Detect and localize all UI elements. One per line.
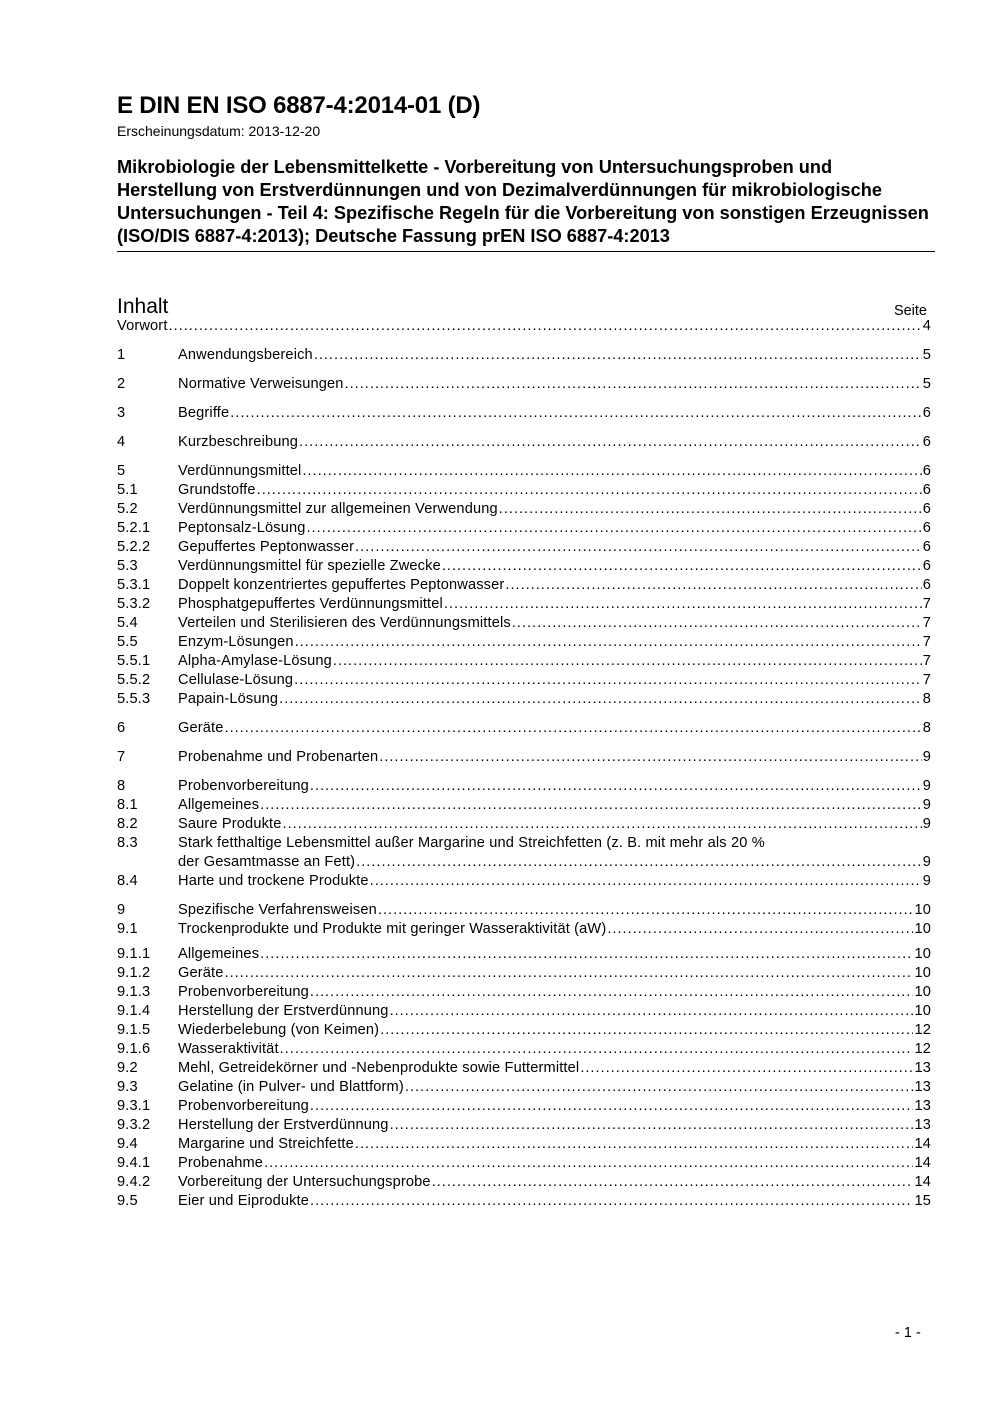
toc-entry-title: Trockenprodukte und Produkte mit geringer Wasseraktivität (aW) bbox=[178, 921, 607, 937]
toc-entry[interactable] bbox=[117, 1097, 931, 1116]
toc-entry-number: 5.5.3 bbox=[117, 691, 151, 707]
document-page bbox=[117, 92, 935, 1220]
toc-entry[interactable] bbox=[117, 346, 931, 365]
toc-entry-title: Probenvorbereitung bbox=[178, 984, 309, 1000]
toc-entry-number: 9.1.3 bbox=[117, 984, 151, 1000]
toc-entry-page: 10 bbox=[914, 984, 931, 1000]
toc-entry[interactable] bbox=[117, 462, 931, 481]
toc-leader-dots bbox=[356, 853, 922, 872]
toc-leader-dots bbox=[607, 920, 913, 939]
toc-entry[interactable] bbox=[117, 652, 931, 671]
toc-entry[interactable] bbox=[117, 375, 931, 394]
toc-entry-title: Margarine und Streichfette bbox=[178, 1136, 354, 1152]
toc-leader-dots bbox=[307, 519, 922, 538]
toc-entry-page: 13 bbox=[914, 1060, 931, 1076]
toc-leader-dots bbox=[260, 945, 913, 964]
toc-entry[interactable] bbox=[117, 500, 931, 519]
toc-leader-dots bbox=[310, 777, 922, 796]
toc-entry[interactable] bbox=[117, 671, 931, 690]
toc-entry[interactable] bbox=[117, 576, 931, 595]
toc-entry[interactable] bbox=[117, 834, 931, 872]
toc-entry-number: 8.2 bbox=[117, 816, 138, 832]
toc-entry[interactable] bbox=[117, 983, 931, 1002]
toc-entry-title: Allgemeines bbox=[178, 797, 260, 813]
toc-leader-dots bbox=[310, 1097, 914, 1116]
toc-heading: Inhalt bbox=[117, 295, 169, 318]
toc-entry-number: 5.3 bbox=[117, 558, 138, 574]
toc-entry-number: 7 bbox=[117, 749, 126, 765]
toc-leader-dots bbox=[379, 748, 921, 767]
toc-leader-dots bbox=[302, 462, 921, 481]
toc-entry-page: 13 bbox=[914, 1098, 931, 1114]
toc-leader-dots bbox=[310, 983, 914, 1002]
toc-entry-title: Doppelt konzentriertes gepuffertes Peptonwasser bbox=[178, 577, 505, 593]
toc-entry-page: 9 bbox=[922, 854, 931, 870]
toc-entry-title: Vorwort bbox=[117, 318, 168, 334]
toc-leader-dots bbox=[390, 1002, 914, 1021]
toc-entry[interactable] bbox=[117, 945, 931, 964]
toc-entry-number: 5.4 bbox=[117, 615, 138, 631]
toc-entry-page: 6 bbox=[922, 434, 931, 450]
toc-entry-title: Phosphatgepuffertes Verdünnungsmittel bbox=[178, 596, 443, 612]
toc-entry-page: 7 bbox=[922, 596, 931, 612]
toc-leader-dots bbox=[225, 964, 914, 983]
toc-entry-number: 9.3.1 bbox=[117, 1098, 151, 1114]
toc-entry[interactable] bbox=[117, 1116, 931, 1135]
toc-entry-page: 6 bbox=[922, 558, 931, 574]
toc-entry-page: 10 bbox=[914, 946, 931, 962]
toc-entry-title: Allgemeines bbox=[178, 946, 260, 962]
toc-entry-number: 9.1.2 bbox=[117, 965, 151, 981]
toc-entry-page: 5 bbox=[922, 347, 931, 363]
toc-leader-dots bbox=[299, 433, 922, 452]
toc-entry-page: 6 bbox=[922, 501, 931, 517]
toc-entry[interactable] bbox=[117, 557, 931, 576]
toc-entry-number: 5.3.2 bbox=[117, 596, 151, 612]
toc-leader-dots bbox=[295, 633, 922, 652]
toc-leader-dots bbox=[505, 576, 921, 595]
toc-entry-title: Harte und trockene Produkte bbox=[178, 873, 369, 889]
toc-entry-title: Vorbereitung der Untersuchungsprobe bbox=[178, 1174, 431, 1190]
toc-entry[interactable] bbox=[117, 317, 931, 336]
toc-leader-dots bbox=[230, 404, 921, 423]
toc-entry-number: 8.4 bbox=[117, 873, 138, 889]
toc-entry[interactable] bbox=[117, 964, 931, 983]
toc-entry[interactable] bbox=[117, 815, 931, 834]
toc-leader-dots bbox=[310, 1192, 913, 1211]
toc-entry-page: 6 bbox=[922, 520, 931, 536]
toc-entry[interactable] bbox=[117, 1192, 931, 1211]
toc-entry-page: 5 bbox=[922, 376, 931, 392]
toc-entry-title: Probenvorbereitung bbox=[178, 1098, 309, 1114]
toc-entry-title: Stark fetthaltige Lebensmittel außer Margarine und Streichfetten (z. B. mit mehr als 20 % bbox=[178, 835, 765, 851]
toc-entry[interactable] bbox=[117, 777, 931, 796]
toc-entry-title: Kurzbeschreibung bbox=[178, 434, 299, 450]
toc-entry[interactable] bbox=[117, 538, 931, 557]
toc-leader-dots bbox=[264, 1154, 913, 1173]
toc-leader-dots bbox=[169, 317, 922, 336]
toc-page-label: Seite bbox=[893, 303, 927, 319]
toc-entry-number: 9.1.4 bbox=[117, 1003, 151, 1019]
toc-entry-title: Geräte bbox=[178, 720, 224, 736]
toc-entry-page: 6 bbox=[922, 482, 931, 498]
toc-entry-title: Probenvorbereitung bbox=[178, 778, 309, 794]
toc-entry-number: 5.2.2 bbox=[117, 539, 151, 555]
toc-entry[interactable] bbox=[117, 433, 931, 452]
toc-entry-page: 9 bbox=[922, 797, 931, 813]
toc-entry-number: 9.1.1 bbox=[117, 946, 151, 962]
toc-leader-dots bbox=[499, 500, 922, 519]
toc-entry[interactable] bbox=[117, 481, 931, 500]
toc-entry-page: 10 bbox=[914, 965, 931, 981]
toc-entry-number: 6 bbox=[117, 720, 126, 736]
toc-entry-number: 9.1 bbox=[117, 921, 138, 937]
toc-leader-dots bbox=[314, 346, 922, 365]
toc-leader-dots bbox=[444, 595, 922, 614]
toc-entry[interactable] bbox=[117, 1059, 931, 1078]
toc-leader-dots bbox=[260, 796, 922, 815]
toc-entry-title: Anwendungsbereich bbox=[178, 347, 313, 363]
toc-leader-dots bbox=[225, 719, 922, 738]
toc-entry-page: 7 bbox=[922, 615, 931, 631]
toc-entry[interactable] bbox=[117, 1173, 931, 1192]
toc-entry-number: 9.1.5 bbox=[117, 1022, 151, 1038]
toc-entry-number: 5.5 bbox=[117, 634, 138, 650]
toc-entry-page: 12 bbox=[914, 1022, 931, 1038]
toc-entry-number: 9 bbox=[117, 902, 126, 918]
toc-entry-page: 9 bbox=[922, 778, 931, 794]
toc-entry-title: Wiederbelebung (von Keimen) bbox=[178, 1022, 380, 1038]
toc-entry-number: 9.1.6 bbox=[117, 1041, 151, 1057]
toc-entry[interactable] bbox=[117, 1135, 931, 1154]
toc-entry-title: Verdünnungsmittel bbox=[178, 463, 302, 479]
toc-entry-title: Papain-Lösung bbox=[178, 691, 279, 707]
toc-entry-title: Peptonsalz-Lösung bbox=[178, 520, 306, 536]
toc-entry-page: 9 bbox=[922, 816, 931, 832]
toc-leader-dots bbox=[390, 1116, 914, 1135]
toc-entry-title: Grundstoffe bbox=[178, 482, 256, 498]
toc-entry-number: 5.2 bbox=[117, 501, 138, 517]
page-number: - 1 - bbox=[895, 1325, 921, 1341]
toc-header bbox=[117, 290, 935, 320]
toc-entry[interactable] bbox=[117, 719, 931, 738]
toc-entry-page: 7 bbox=[922, 653, 931, 669]
toc-leader-dots bbox=[355, 538, 922, 557]
toc-leader-dots bbox=[333, 652, 922, 671]
toc-entry-title: Gepuffertes Peptonwasser bbox=[178, 539, 355, 555]
toc-entry-title: Verteilen und Sterilisieren des Verdünnungsmittels bbox=[178, 615, 511, 631]
toc-leader-dots bbox=[378, 901, 914, 920]
toc-entry[interactable] bbox=[117, 1002, 931, 1021]
toc-entry[interactable] bbox=[117, 1078, 931, 1097]
toc-entry[interactable] bbox=[117, 1154, 931, 1173]
toc-entry-page: 10 bbox=[914, 902, 931, 918]
toc-entry-page: 7 bbox=[922, 672, 931, 688]
toc-entry-number: 5.5.2 bbox=[117, 672, 151, 688]
toc-leader-dots bbox=[432, 1173, 914, 1192]
toc-leader-dots bbox=[257, 481, 922, 500]
toc-entry-number: 5.5.1 bbox=[117, 653, 151, 669]
toc-entry-title: Mehl, Getreidekörner und -Nebenprodukte sowie Futtermittel bbox=[178, 1060, 580, 1076]
toc-entry-number: 9.5 bbox=[117, 1193, 138, 1209]
toc-entry-title: Cellulase-Lösung bbox=[178, 672, 294, 688]
toc-entry-number: 9.3 bbox=[117, 1079, 138, 1095]
toc-leader-dots bbox=[280, 1040, 914, 1059]
toc-entry-page: 13 bbox=[914, 1117, 931, 1133]
toc-entry-number: 5.2.1 bbox=[117, 520, 151, 536]
toc-entry-page: 15 bbox=[914, 1193, 931, 1209]
toc-entry-page: 6 bbox=[922, 577, 931, 593]
toc-entry-number: 5.1 bbox=[117, 482, 138, 498]
toc-entry-title: Geräte bbox=[178, 965, 224, 981]
toc-entry-page: 9 bbox=[922, 873, 931, 889]
toc-entry-page: 8 bbox=[922, 720, 931, 736]
toc-entry[interactable] bbox=[117, 595, 931, 614]
toc-entry-number: 2 bbox=[117, 376, 126, 392]
toc-entry-number: 5 bbox=[117, 463, 126, 479]
toc-entry-title: Saure Produkte bbox=[178, 816, 282, 832]
toc-entry[interactable] bbox=[117, 404, 931, 423]
toc-entry-page: 6 bbox=[922, 463, 931, 479]
toc-entry[interactable] bbox=[117, 1021, 931, 1040]
toc-entry-page: 10 bbox=[914, 921, 931, 937]
toc-entry-page: 14 bbox=[914, 1174, 931, 1190]
toc-entry-number: 5.3.1 bbox=[117, 577, 151, 593]
toc-entry-title: Begriffe bbox=[178, 405, 230, 421]
toc-entry[interactable] bbox=[117, 633, 931, 652]
toc-entry-page: 10 bbox=[914, 1003, 931, 1019]
toc-entry-number: 4 bbox=[117, 434, 126, 450]
toc-entry-number: 9.4 bbox=[117, 1136, 138, 1152]
toc-entry[interactable] bbox=[117, 519, 931, 538]
toc-leader-dots bbox=[580, 1059, 913, 1078]
toc-entry-page: 13 bbox=[914, 1079, 931, 1095]
toc-entry-page: 7 bbox=[922, 634, 931, 650]
toc-entry-title: Enzym-Lösungen bbox=[178, 634, 294, 650]
toc-leader-dots bbox=[405, 1078, 914, 1097]
toc-entry-number: 1 bbox=[117, 347, 126, 363]
toc-entry-page: 14 bbox=[914, 1136, 931, 1152]
toc-leader-dots bbox=[442, 557, 922, 576]
toc-leader-dots bbox=[345, 375, 922, 394]
toc-entry-title: Herstellung der Erstverdünnung bbox=[178, 1117, 389, 1133]
toc-entry-title: Gelatine (in Pulver- und Blattform) bbox=[178, 1079, 404, 1095]
table-of-contents bbox=[117, 320, 935, 1220]
document-title: E DIN EN ISO 6887-4:2014-01 (D) bbox=[117, 92, 481, 119]
toc-entry-title: Eier und Eiprodukte bbox=[178, 1193, 310, 1209]
toc-leader-dots bbox=[294, 671, 922, 690]
toc-entry[interactable] bbox=[117, 920, 931, 939]
toc-entry[interactable] bbox=[117, 614, 931, 633]
toc-leader-dots bbox=[355, 1135, 914, 1154]
toc-entry-title: Alpha-Amylase-Lösung bbox=[178, 653, 332, 669]
toc-entry[interactable] bbox=[117, 872, 931, 891]
publication-date: Erscheinungsdatum: 2013-12-20 bbox=[117, 123, 321, 139]
toc-leader-dots bbox=[283, 815, 922, 834]
toc-entry[interactable] bbox=[117, 901, 931, 920]
toc-entry-page: 6 bbox=[922, 539, 931, 555]
toc-leader-dots bbox=[370, 872, 922, 891]
toc-entry[interactable] bbox=[117, 690, 931, 709]
toc-entry-page: 4 bbox=[922, 318, 931, 334]
toc-entry-title: Herstellung der Erstverdünnung bbox=[178, 1003, 389, 1019]
toc-entry[interactable] bbox=[117, 1040, 931, 1059]
toc-entry-number: 9.3.2 bbox=[117, 1117, 151, 1133]
toc-entry-title: Probenahme bbox=[178, 1155, 264, 1171]
toc-entry-number: 8.3 bbox=[117, 835, 138, 851]
toc-entry-page: 14 bbox=[914, 1155, 931, 1171]
toc-entry-title: Normative Verweisungen bbox=[178, 376, 344, 392]
toc-entry-number: 8 bbox=[117, 778, 126, 794]
toc-entry[interactable] bbox=[117, 748, 931, 767]
toc-entry-page: 12 bbox=[914, 1041, 931, 1057]
toc-leader-dots bbox=[380, 1021, 913, 1040]
toc-entry[interactable] bbox=[117, 796, 931, 815]
toc-entry-title: Spezifische Verfahrensweisen bbox=[178, 902, 377, 918]
toc-entry-page: 9 bbox=[922, 749, 931, 765]
toc-entry-number: 3 bbox=[117, 405, 126, 421]
toc-entry-number: 9.2 bbox=[117, 1060, 138, 1076]
toc-entry-number: 8.1 bbox=[117, 797, 138, 813]
toc-entry-number: 9.4.1 bbox=[117, 1155, 151, 1171]
toc-entry-title-continued: der Gesamtmasse an Fett) bbox=[178, 854, 356, 870]
document-subject: Mikrobiologie der Lebensmittelkette - Vorbereitung von Untersuchungsproben und Herstellung von Erstverdünnungen und von Dezimalverdünnungen für mikrobiologische Untersuchungen - Teil 4: Spezifische Regeln für die Vorbereitung von sonstigen Erzeugnissen (ISO/DIS 6887-4:2013); Deutsche Fassung prEN ISO 6887-4:2013 bbox=[117, 156, 935, 252]
toc-entry-number: 9.4.2 bbox=[117, 1174, 151, 1190]
toc-entry-page: 6 bbox=[922, 405, 931, 421]
toc-entry-title: Verdünnungsmittel zur allgemeinen Verwendung bbox=[178, 501, 498, 517]
toc-entry-page: 8 bbox=[922, 691, 931, 707]
toc-leader-dots bbox=[279, 690, 922, 709]
toc-entry-title: Verdünnungsmittel für spezielle Zwecke bbox=[178, 558, 441, 574]
toc-entry-title: Wasseraktivität bbox=[178, 1041, 279, 1057]
toc-leader-dots bbox=[512, 614, 922, 633]
toc-entry-title: Probenahme und Probenarten bbox=[178, 749, 379, 765]
